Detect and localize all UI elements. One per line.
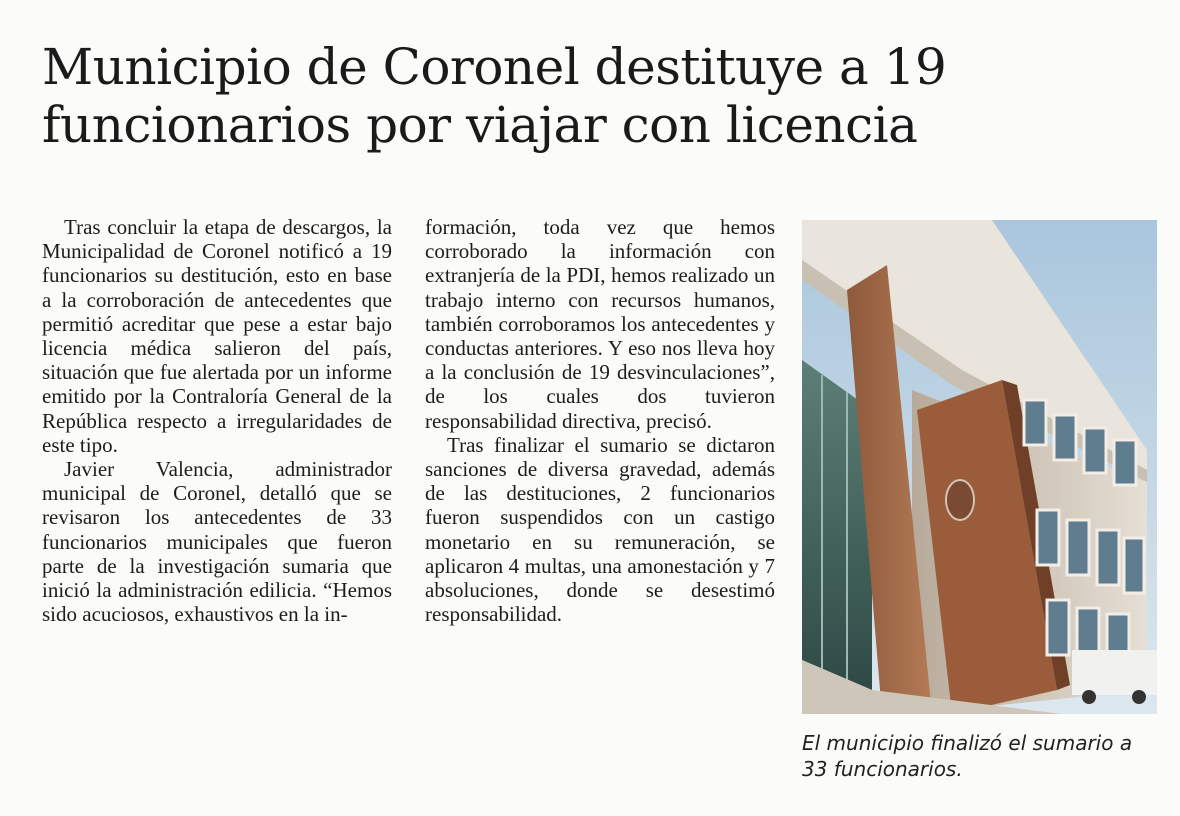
paragraph: formación, toda vez que hemos corroborado la información con extranjería de la PDI, hemos realizado un trabajo interno con recursos humanos, también corroboramos los antecedentes y conductas anteriores. Y eso nos lleva hoy a la conclusión de 19 desvinculaciones”, de los cuales dos tuvieron responsabilidad directiva, precisó.: [425, 215, 775, 433]
headline-line-1: Municipio de Coronel destituye a 19: [42, 38, 947, 96]
paragraph: Tras finalizar el sumario se dictaron sanciones de diversa gravedad, además de las destituciones, 2 funcionarios fueron suspendidos con un castigo monetario en su remuneración, se aplicaron 4 multas, una amonestación y 7 absoluciones, donde se desestimó responsabilidad.: [425, 432, 775, 627]
photo-caption: El municipio finalizó el sumario a 33 funcionarios.: [802, 731, 1133, 781]
building-photo: [802, 220, 1157, 714]
article-column-2: [425, 215, 775, 626]
headline: [42, 38, 1152, 154]
paragraph: Tras concluir la etapa de descargos, la Municipalidad de Coronel notificó a 19 funcionarios su destitución, esto en base a la corroboración de antecedentes que permitió acreditar que pese a estar bajo licencia médica salieron del país, situación que fue alertada por un informe emitido por la Contraloría General de la República respecto a irregularidades de este tipo.: [42, 215, 392, 457]
paragraph: Javier Valencia, administrador municipal de Coronel, detalló que se revisaron los antecedentes de 33 funcionarios municipales que fueron parte de la investigación sumaria que inició la administración edilicia. “Hemos sido acuciosos, exhaustivos en la in-: [42, 457, 392, 627]
headline-line-2: funcionarios por viajar con licencia: [42, 96, 918, 154]
article-column-1: [42, 215, 392, 626]
